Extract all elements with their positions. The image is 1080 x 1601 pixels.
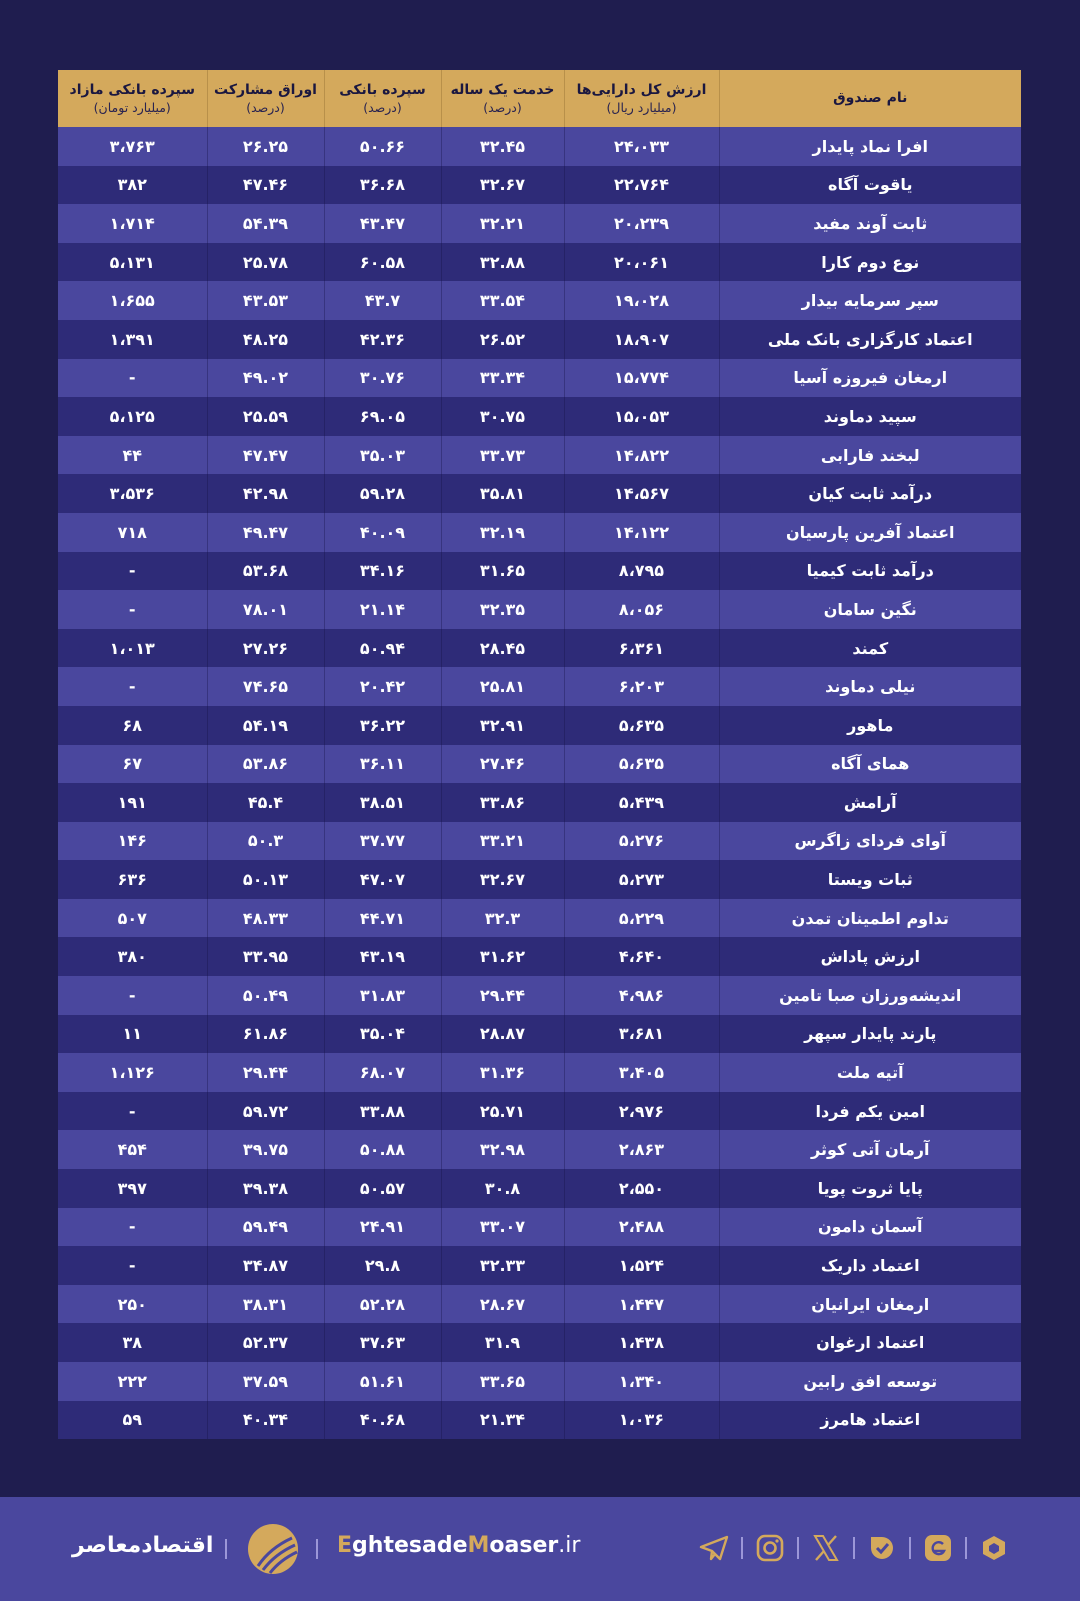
fund-name-cell: اعتماد هامرز [719, 1401, 1021, 1440]
excess-deposit-cell: - [58, 1092, 207, 1131]
excess-deposit-cell: ۳۹۷ [58, 1169, 207, 1208]
bank-deposit-cell: ۳۸.۵۱ [324, 783, 441, 822]
excess-deposit-cell: ۵۹ [58, 1401, 207, 1440]
footer-divider [225, 1539, 227, 1559]
bonds-cell: ۴۸.۳۳ [207, 899, 324, 938]
excess-deposit-cell: ۳۸۲ [58, 166, 207, 205]
bank-deposit-cell: ۶۹.۰۵ [324, 397, 441, 436]
excess-deposit-cell: ۵۰۷ [58, 899, 207, 938]
fund-name-cell: پارند پایدار سپهر [719, 1015, 1021, 1054]
one-year-service-cell: ۳۲.۱۹ [441, 513, 564, 552]
table-row [58, 552, 1021, 591]
excess-deposit-cell: ۱۴۶ [58, 822, 207, 861]
table-row [58, 667, 1021, 706]
excess-deposit-cell: - [58, 590, 207, 629]
bank-deposit-cell: ۲۰.۴۲ [324, 667, 441, 706]
fund-name-cell: درآمد ثابت کیمیا [719, 552, 1021, 591]
bank-deposit-cell: ۴۲.۳۶ [324, 320, 441, 359]
one-year-service-cell: ۲۸.۸۷ [441, 1015, 564, 1054]
bank-deposit-cell: ۵۰.۸۸ [324, 1130, 441, 1169]
total-assets-cell: ۵،۶۳۵ [564, 745, 719, 784]
fund-name-cell: لبخند فارابی [719, 436, 1021, 475]
total-assets-cell: ۸،۰۵۶ [564, 590, 719, 629]
one-year-service-cell: ۲۱.۳۴ [441, 1401, 564, 1440]
total-assets-cell: ۲۲،۷۶۴ [564, 166, 719, 205]
social-divider [797, 1537, 799, 1559]
one-year-service-cell: ۳۱.۶۲ [441, 937, 564, 976]
total-assets-cell: ۱،۵۲۴ [564, 1246, 719, 1285]
total-assets-cell: ۱۹،۰۲۸ [564, 281, 719, 320]
bonds-cell: ۴۰.۳۴ [207, 1401, 324, 1440]
bank-deposit-cell: ۳۰.۷۶ [324, 359, 441, 398]
bank-deposit-cell: ۴۳.۴۷ [324, 204, 441, 243]
total-assets-cell: ۱۵،۰۵۳ [564, 397, 719, 436]
total-assets-cell: ۱۴،۸۲۲ [564, 436, 719, 475]
excess-deposit-cell: ۱،۰۱۳ [58, 629, 207, 668]
bonds-cell: ۷۴.۶۵ [207, 667, 324, 706]
total-assets-cell: ۵،۲۷۶ [564, 822, 719, 861]
table-row [58, 1015, 1021, 1054]
bank-deposit-cell: ۳۵.۰۳ [324, 436, 441, 475]
total-assets-cell: ۴،۹۸۶ [564, 976, 719, 1015]
bonds-cell: ۴۷.۴۶ [207, 166, 324, 205]
bonds-cell: ۵۴.۳۹ [207, 204, 324, 243]
fund-name-cell: ارمغان ایرانیان [719, 1285, 1021, 1324]
x-icon[interactable] [807, 1530, 845, 1566]
table-row [58, 783, 1021, 822]
table-row [58, 474, 1021, 513]
excess-deposit-cell: ۳۸ [58, 1323, 207, 1362]
excess-deposit-cell: ۴۵۴ [58, 1130, 207, 1169]
bonds-cell: ۴۹.۰۲ [207, 359, 324, 398]
bank-deposit-cell: ۳۶.۲۲ [324, 706, 441, 745]
header-bank-deposit: سپرده بانکی (درصد) [324, 70, 441, 127]
fund-name-cell: آسمان دامون [719, 1208, 1021, 1247]
fund-name-cell: ارزش پاداش [719, 937, 1021, 976]
excess-deposit-cell: ۶۷ [58, 745, 207, 784]
one-year-service-cell: ۲۵.۷۱ [441, 1092, 564, 1131]
fund-name-cell: آرامش [719, 783, 1021, 822]
bonds-cell: ۲۵.۵۹ [207, 397, 324, 436]
bank-deposit-cell: ۳۶.۶۸ [324, 166, 441, 205]
total-assets-cell: ۲،۴۸۸ [564, 1208, 719, 1247]
bonds-cell: ۳۷.۵۹ [207, 1362, 324, 1401]
one-year-service-cell: ۲۵.۸۱ [441, 667, 564, 706]
total-assets-cell: ۵،۴۳۹ [564, 783, 719, 822]
bonds-cell: ۵۰.۴۹ [207, 976, 324, 1015]
one-year-service-cell: ۳۰.۷۵ [441, 397, 564, 436]
table-row [58, 204, 1021, 243]
one-year-service-cell: ۳۲.۲۱ [441, 204, 564, 243]
bank-deposit-cell: ۴۳.۷ [324, 281, 441, 320]
social-divider [909, 1537, 911, 1559]
table-row [58, 706, 1021, 745]
one-year-service-cell: ۳۳.۰۷ [441, 1208, 564, 1247]
excess-deposit-cell: - [58, 1208, 207, 1247]
fund-name-cell: نیلی دماوند [719, 667, 1021, 706]
table-row [58, 166, 1021, 205]
table-row [58, 1092, 1021, 1131]
excess-deposit-cell: ۲۲۲ [58, 1362, 207, 1401]
bonds-cell: ۴۹.۴۷ [207, 513, 324, 552]
one-year-service-cell: ۳۵.۸۱ [441, 474, 564, 513]
website-link[interactable]: EghtesadeMoaser.ir [337, 1533, 581, 1558]
one-year-service-cell: ۲۶.۵۲ [441, 320, 564, 359]
excess-deposit-cell: - [58, 552, 207, 591]
excess-deposit-cell: ۶۸ [58, 706, 207, 745]
bank-deposit-cell: ۵۰.۶۶ [324, 127, 441, 166]
rubika-icon[interactable] [975, 1530, 1013, 1566]
header-excess-deposit: سپرده بانکی مازاد (میلیارد تومان) [58, 70, 207, 127]
total-assets-cell: ۱۴،۵۶۷ [564, 474, 719, 513]
one-year-service-cell: ۲۸.۴۵ [441, 629, 564, 668]
excess-deposit-cell: ۱،۳۹۱ [58, 320, 207, 359]
table-row [58, 1053, 1021, 1092]
bank-deposit-cell: ۴۳.۱۹ [324, 937, 441, 976]
one-year-service-cell: ۲۷.۴۶ [441, 745, 564, 784]
header-one-year-service: خدمت یک ساله (درصد) [441, 70, 564, 127]
table-row [58, 397, 1021, 436]
footer-divider [316, 1539, 318, 1559]
table-row [58, 1246, 1021, 1285]
total-assets-cell: ۱۴،۱۲۲ [564, 513, 719, 552]
table-row [58, 1285, 1021, 1324]
bonds-cell: ۳۹.۷۵ [207, 1130, 324, 1169]
one-year-service-cell: ۳۲.۶۷ [441, 860, 564, 899]
fund-name-cell: سپر سرمایه بیدار [719, 281, 1021, 320]
total-assets-cell: ۳،۴۰۵ [564, 1053, 719, 1092]
table-row [58, 1362, 1021, 1401]
excess-deposit-cell: ۵،۱۲۵ [58, 397, 207, 436]
one-year-service-cell: ۳۱.۳۶ [441, 1053, 564, 1092]
total-assets-cell: ۱،۴۴۷ [564, 1285, 719, 1324]
bonds-cell: ۴۷.۴۷ [207, 436, 324, 475]
fund-name-cell: اعتماد داریک [719, 1246, 1021, 1285]
total-assets-cell: ۲،۸۶۳ [564, 1130, 719, 1169]
header-total-assets: ارزش کل دارایی‌ها (میلیارد ریال) [564, 70, 719, 127]
bonds-cell: ۳۸.۳۱ [207, 1285, 324, 1324]
table-row [58, 1401, 1021, 1440]
table-row [58, 127, 1021, 166]
bonds-cell: ۶۱.۸۶ [207, 1015, 324, 1054]
footer-bar [0, 1497, 1080, 1601]
table-body [58, 127, 1021, 1439]
excess-deposit-cell: ۲۵۰ [58, 1285, 207, 1324]
excess-deposit-cell: ۳۸۰ [58, 937, 207, 976]
fund-name-cell: یاقوت آگاه [719, 166, 1021, 205]
bonds-cell: ۴۳.۵۳ [207, 281, 324, 320]
table-row [58, 860, 1021, 899]
funds-table [58, 70, 1021, 1439]
one-year-service-cell: ۳۳.۵۴ [441, 281, 564, 320]
one-year-service-cell: ۳۳.۷۳ [441, 436, 564, 475]
bonds-cell: ۵۲.۳۷ [207, 1323, 324, 1362]
funds-table-container [58, 70, 1021, 1439]
header-bonds: اوراق مشارکت (درصد) [207, 70, 324, 127]
bank-deposit-cell: ۵۱.۶۱ [324, 1362, 441, 1401]
bonds-cell: ۲۶.۲۵ [207, 127, 324, 166]
excess-deposit-cell: - [58, 976, 207, 1015]
fund-name-cell: ماهور [719, 706, 1021, 745]
total-assets-cell: ۱،۴۳۸ [564, 1323, 719, 1362]
fund-name-cell: آرمان آتی کوثر [719, 1130, 1021, 1169]
bonds-cell: ۵۰.۱۳ [207, 860, 324, 899]
fund-name-cell: درآمد ثابت کیان [719, 474, 1021, 513]
social-divider [741, 1537, 743, 1559]
fund-name-cell: توسعه افق رابین [719, 1362, 1021, 1401]
bonds-cell: ۴۸.۲۵ [207, 320, 324, 359]
bonds-cell: ۵۹.۴۹ [207, 1208, 324, 1247]
one-year-service-cell: ۳۲.۹۱ [441, 706, 564, 745]
bonds-cell: ۳۹.۳۸ [207, 1169, 324, 1208]
bank-deposit-cell: ۶۰.۵۸ [324, 243, 441, 282]
bank-deposit-cell: ۴۴.۷۱ [324, 899, 441, 938]
table-row [58, 590, 1021, 629]
bank-deposit-cell: ۳۴.۱۶ [324, 552, 441, 591]
total-assets-cell: ۱،۰۳۶ [564, 1401, 719, 1440]
table-row [58, 1130, 1021, 1169]
one-year-service-cell: ۳۳.۳۴ [441, 359, 564, 398]
total-assets-cell: ۲۰،۰۶۱ [564, 243, 719, 282]
bank-deposit-cell: ۵۰.۵۷ [324, 1169, 441, 1208]
table-row [58, 745, 1021, 784]
bonds-cell: ۴۵.۴ [207, 783, 324, 822]
excess-deposit-cell: ۴۴ [58, 436, 207, 475]
total-assets-cell: ۳،۶۸۱ [564, 1015, 719, 1054]
excess-deposit-cell: ۱۱ [58, 1015, 207, 1054]
fund-name-cell: همای آگاه [719, 745, 1021, 784]
total-assets-cell: ۸،۷۹۵ [564, 552, 719, 591]
one-year-service-cell: ۲۹.۴۴ [441, 976, 564, 1015]
bonds-cell: ۵۹.۷۲ [207, 1092, 324, 1131]
bonds-cell: ۲۷.۲۶ [207, 629, 324, 668]
excess-deposit-cell: ۱،۷۱۴ [58, 204, 207, 243]
bank-deposit-cell: ۲۹.۸ [324, 1246, 441, 1285]
fund-name-cell: امین یکم فردا [719, 1092, 1021, 1131]
table-row [58, 1208, 1021, 1247]
header-fund-name: نام صندوق [719, 70, 1021, 127]
table-row [58, 359, 1021, 398]
one-year-service-cell: ۳۲.۴۵ [441, 127, 564, 166]
one-year-service-cell: ۳۰.۸ [441, 1169, 564, 1208]
total-assets-cell: ۵،۲۷۳ [564, 860, 719, 899]
bank-deposit-cell: ۶۸.۰۷ [324, 1053, 441, 1092]
total-assets-cell: ۲۰،۲۳۹ [564, 204, 719, 243]
excess-deposit-cell: ۱،۶۵۵ [58, 281, 207, 320]
bonds-cell: ۷۸.۰۱ [207, 590, 324, 629]
total-assets-cell: ۲،۵۵۰ [564, 1169, 719, 1208]
one-year-service-cell: ۳۳.۶۵ [441, 1362, 564, 1401]
table-row [58, 1169, 1021, 1208]
bonds-cell: ۲۹.۴۴ [207, 1053, 324, 1092]
total-assets-cell: ۶،۲۰۳ [564, 667, 719, 706]
instagram-icon[interactable] [751, 1530, 789, 1566]
total-assets-cell: ۲۴،۰۳۳ [564, 127, 719, 166]
fund-name-cell: کمند [719, 629, 1021, 668]
table-row [58, 1323, 1021, 1362]
table-row [58, 822, 1021, 861]
excess-deposit-cell: ۶۳۶ [58, 860, 207, 899]
fund-name-cell: آوای فردای زاگرس [719, 822, 1021, 861]
fund-name-cell: آتیه ملت [719, 1053, 1021, 1092]
excess-deposit-cell: - [58, 1246, 207, 1285]
one-year-service-cell: ۲۸.۶۷ [441, 1285, 564, 1324]
table-row [58, 513, 1021, 552]
excess-deposit-cell: ۷۱۸ [58, 513, 207, 552]
fund-name-cell: سپید دماوند [719, 397, 1021, 436]
one-year-service-cell: ۳۲.۶۷ [441, 166, 564, 205]
one-year-service-cell: ۳۲.۹۸ [441, 1130, 564, 1169]
excess-deposit-cell: ۱،۱۲۶ [58, 1053, 207, 1092]
excess-deposit-cell: ۵،۱۳۱ [58, 243, 207, 282]
bonds-cell: ۲۵.۷۸ [207, 243, 324, 282]
fund-name-cell: اندیشه‌ورزان صبا تامین [719, 976, 1021, 1015]
excess-deposit-cell: ۱۹۱ [58, 783, 207, 822]
table-header-row [58, 70, 1021, 127]
excess-deposit-cell: ۳،۷۶۳ [58, 127, 207, 166]
bale-icon[interactable] [863, 1530, 901, 1566]
bank-deposit-cell: ۴۰.۰۹ [324, 513, 441, 552]
fund-name-cell: نوع دوم کارا [719, 243, 1021, 282]
bonds-cell: ۵۳.۸۶ [207, 745, 324, 784]
social-divider [853, 1537, 855, 1559]
bonds-cell: ۵۳.۶۸ [207, 552, 324, 591]
excess-deposit-cell: - [58, 359, 207, 398]
eitaa-icon[interactable] [919, 1530, 957, 1566]
table-row [58, 976, 1021, 1015]
fund-name-cell: پایا ثروت پویا [719, 1169, 1021, 1208]
fund-name-cell: نگین سامان [719, 590, 1021, 629]
one-year-service-cell: ۳۲.۳۵ [441, 590, 564, 629]
bonds-cell: ۴۲.۹۸ [207, 474, 324, 513]
table-row [58, 243, 1021, 282]
fund-name-cell: اعتماد ارغوان [719, 1323, 1021, 1362]
bank-deposit-cell: ۳۶.۱۱ [324, 745, 441, 784]
fund-name-cell: ارمغان فیروزه آسیا [719, 359, 1021, 398]
table-row [58, 281, 1021, 320]
excess-deposit-cell: ۳،۵۳۶ [58, 474, 207, 513]
bonds-cell: ۵۴.۱۹ [207, 706, 324, 745]
fund-name-cell: اعتماد آفرین پارسیان [719, 513, 1021, 552]
brand-logo-icon [248, 1524, 298, 1574]
excess-deposit-cell: - [58, 667, 207, 706]
bank-deposit-cell: ۲۴.۹۱ [324, 1208, 441, 1247]
table-row [58, 320, 1021, 359]
social-links [695, 1530, 1013, 1566]
one-year-service-cell: ۳۲.۳ [441, 899, 564, 938]
total-assets-cell: ۵،۲۲۹ [564, 899, 719, 938]
fund-name-cell: تداوم اطمینان تمدن [719, 899, 1021, 938]
fund-name-cell: ثبات ویستا [719, 860, 1021, 899]
table-row [58, 436, 1021, 475]
bank-deposit-cell: ۳۵.۰۴ [324, 1015, 441, 1054]
total-assets-cell: ۴،۶۴۰ [564, 937, 719, 976]
bank-deposit-cell: ۵۲.۲۸ [324, 1285, 441, 1324]
fund-name-cell: افرا نماد پایدار [719, 127, 1021, 166]
one-year-service-cell: ۳۲.۸۸ [441, 243, 564, 282]
fund-name-cell: اعتماد کارگزاری بانک ملی [719, 320, 1021, 359]
table-row [58, 937, 1021, 976]
total-assets-cell: ۲،۹۷۶ [564, 1092, 719, 1131]
bank-deposit-cell: ۵۰.۹۴ [324, 629, 441, 668]
brand-name-persian: اقتصادمعاصر [72, 1533, 214, 1558]
bonds-cell: ۳۴.۸۷ [207, 1246, 324, 1285]
total-assets-cell: ۶،۳۶۱ [564, 629, 719, 668]
fund-name-cell: ثابت آوند مفید [719, 204, 1021, 243]
bank-deposit-cell: ۳۱.۸۳ [324, 976, 441, 1015]
table-row [58, 899, 1021, 938]
one-year-service-cell: ۳۱.۹ [441, 1323, 564, 1362]
bank-deposit-cell: ۴۰.۶۸ [324, 1401, 441, 1440]
one-year-service-cell: ۳۱.۶۵ [441, 552, 564, 591]
bank-deposit-cell: ۳۳.۸۸ [324, 1092, 441, 1131]
one-year-service-cell: ۳۲.۳۳ [441, 1246, 564, 1285]
telegram-icon[interactable] [695, 1530, 733, 1566]
bonds-cell: ۵۰.۳ [207, 822, 324, 861]
social-divider [965, 1537, 967, 1559]
bank-deposit-cell: ۴۷.۰۷ [324, 860, 441, 899]
total-assets-cell: ۵،۶۳۵ [564, 706, 719, 745]
one-year-service-cell: ۳۳.۲۱ [441, 822, 564, 861]
bank-deposit-cell: ۵۹.۲۸ [324, 474, 441, 513]
total-assets-cell: ۱۸،۹۰۷ [564, 320, 719, 359]
total-assets-cell: ۱،۳۴۰ [564, 1362, 719, 1401]
total-assets-cell: ۱۵،۷۷۴ [564, 359, 719, 398]
bonds-cell: ۳۳.۹۵ [207, 937, 324, 976]
bank-deposit-cell: ۳۷.۷۷ [324, 822, 441, 861]
bank-deposit-cell: ۳۷.۶۳ [324, 1323, 441, 1362]
table-row [58, 629, 1021, 668]
bank-deposit-cell: ۲۱.۱۴ [324, 590, 441, 629]
one-year-service-cell: ۳۳.۸۶ [441, 783, 564, 822]
